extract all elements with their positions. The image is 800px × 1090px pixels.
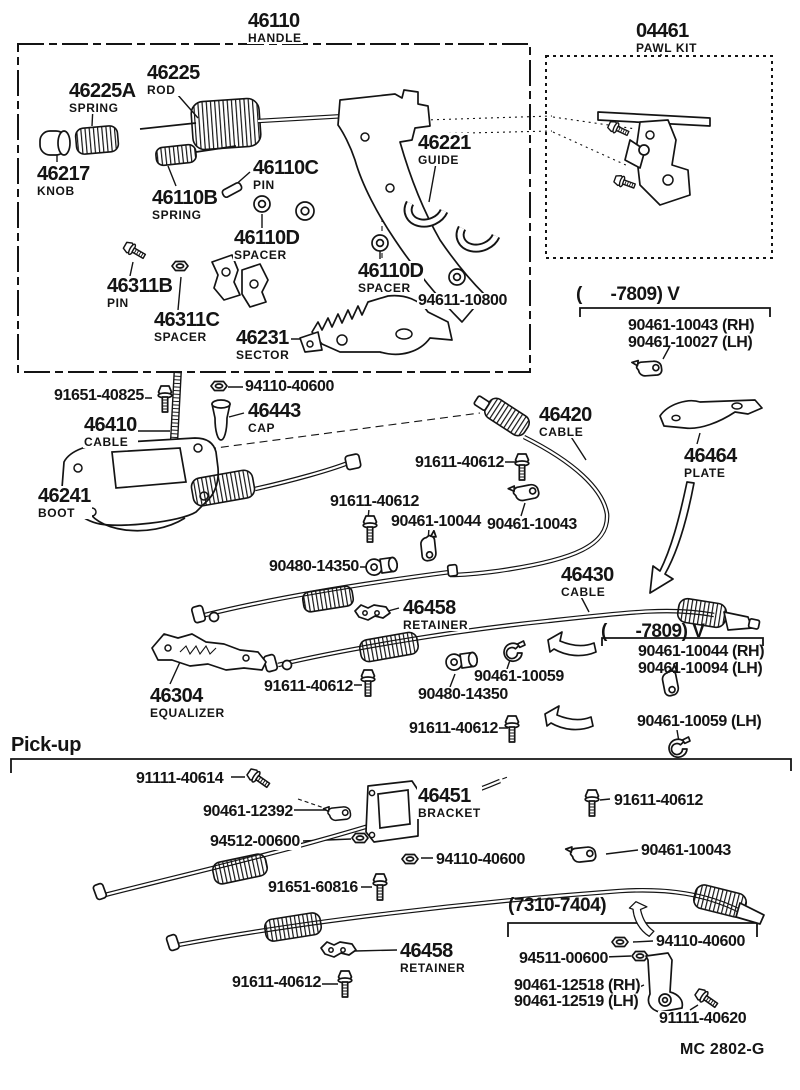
part-label-91611-40612 [408,721,499,737]
part-number: 90461-10043 [641,842,731,859]
part-name: SECTOR [236,348,290,362]
part-label-46458 [402,598,469,631]
part-number: 91111-40614 [136,770,224,787]
part-name: SPACER [234,248,287,262]
variant-part-number: 90461-10027 (LH) [628,333,753,351]
part-label-90461-10043 [486,517,578,533]
part-number: 46430 [561,564,614,586]
part-number: 94110-40600 [245,378,335,395]
part-label-46311C [153,310,220,343]
part-number: 46458 [400,940,453,962]
part-number: 46410 [84,414,137,436]
part-label-91111-40614 [135,771,224,787]
part-number: 46110C [253,157,319,179]
part-number: 94512-00600 [210,833,300,850]
part-name: PIN [107,296,129,310]
part-label-46110 [247,11,303,44]
part-label-90461-12518-RH [513,978,641,994]
part-number: 91611-40612 [614,792,704,809]
part-number: 90461-12392 [203,803,293,820]
part-label-94512-00600 [209,834,301,850]
part-number: 91651-40825 [54,387,144,404]
part-label-91651-60816 [267,880,359,896]
part-number: 04461 [636,20,689,42]
part-label-46430 [560,565,615,598]
part-number: 46110B [152,187,218,209]
part-number: 90461-10043 [487,516,577,533]
part-number: 94110-40600 [656,933,746,950]
part-name: SPACER [358,281,411,295]
part-name: HANDLE [248,31,302,45]
part-name: BOOT [38,506,76,520]
part-number: 90461-10059 [474,668,564,685]
part-number: 46443 [248,400,301,422]
variant-group-range: (7310-7404) [508,895,607,916]
variant-part-number: 90461-10043 (RH) [628,317,755,334]
part-label-46420 [538,405,593,438]
part-label-94110-40600 [435,852,526,868]
part-label-91611-40612 [263,679,354,695]
part-number: 46231 [236,327,289,349]
part-number: 94611-10800 [418,292,508,309]
variant-group-range: ( -7809) V [601,621,705,642]
part-number: 91651-60816 [268,879,358,896]
part-number: 46225 [147,62,200,84]
part-number: 46225A [69,80,136,102]
part-label-46221 [417,133,472,166]
part-label-91611-40612 [329,494,420,510]
variant-group [601,622,764,677]
part-label-46464 [683,446,738,479]
part-number: 90461-10059 (LH) [637,713,762,730]
part-label-90461-12519-LH [513,994,639,1010]
part-name: CABLE [561,585,606,599]
part-number: 94110-40600 [436,851,526,868]
part-name: CABLE [539,425,584,439]
part-number: 90461-12518 (RH) [514,977,641,994]
part-label-91611-40612 [231,975,322,991]
part-name: RETAINER [403,618,469,632]
part-label-94110-40600 [244,379,335,395]
part-label-91111-40620 [658,1011,747,1027]
part-label-46110C [252,158,319,191]
part-label-90480-14350 [417,687,509,703]
part-name: RETAINER [400,961,466,975]
part-number: 91611-40612 [232,974,322,991]
variant-part-number: 90461-10094 (LH) [638,659,763,677]
part-label-90461-10043 [640,843,732,859]
variant-group [508,896,606,915]
variant-group [576,285,754,351]
part-label-94110-40600 [655,934,746,950]
part-label-46241 [37,486,92,519]
part-number: 46304 [150,685,203,707]
part-label-46110B [151,188,218,221]
part-label-04461 [635,21,698,54]
part-name: BRACKET [418,806,481,820]
part-number: 46464 [684,445,737,467]
part-label-91611-40612 [613,793,704,809]
part-label-91651-40825 [53,388,145,404]
part-label-46311B [106,276,173,309]
part-name: SPRING [69,101,119,115]
part-label-90461-12392 [202,804,294,820]
part-name: CABLE [84,435,129,449]
part-number: 90480-14350 [269,558,359,575]
part-label-90461-10044 [390,514,482,530]
part-number: 91611-40612 [409,720,499,737]
part-name: KNOB [37,184,75,198]
part-number: 46110D [234,227,300,249]
part-label-46225A [68,81,136,114]
part-label-46231 [235,328,290,361]
part-number: 46221 [418,132,471,154]
part-label-46225 [146,63,201,96]
part-number: 46451 [418,785,471,807]
part-label-94511-00600 [518,951,609,967]
part-label-46304 [149,686,226,719]
part-label-46110D [233,228,300,261]
part-number: 90480-14350 [418,686,508,703]
part-number: 46311B [107,275,173,297]
part-name: ROD [147,83,176,97]
part-label-90461-10059-LH [636,714,762,730]
part-number: 91611-40612 [330,493,420,510]
part-name: PLATE [684,466,726,480]
part-label-46217 [36,164,91,197]
part-label-46451 [417,786,482,819]
part-number: 91111-40620 [659,1010,747,1027]
variant-group-range: ( -7809) V [576,284,680,305]
part-name: CAP [248,421,276,435]
part-label-46410 [83,415,138,448]
part-name: PAWL KIT [636,41,698,55]
part-name: SPACER [154,330,207,344]
part-name: EQUALIZER [150,706,225,720]
part-label-91611-40612 [414,455,505,471]
part-number: 46110D [358,260,424,282]
part-number: 46110 [248,10,300,32]
variant-part-number: 90461-10044 (RH) [638,643,765,660]
doc-code: MC 2802-G [680,1041,765,1058]
part-number: 91611-40612 [264,678,354,695]
part-number: 46311C [154,309,220,331]
part-label-46458 [399,941,466,974]
part-number: 46420 [539,404,592,426]
part-name: GUIDE [418,153,460,167]
part-number: 91611-40612 [415,454,505,471]
part-label-46443 [247,401,302,434]
part-number: 90461-10044 [391,513,481,530]
part-label-90480-14350 [268,559,360,575]
part-label-46110D [357,261,424,294]
part-number: 46241 [38,485,91,507]
part-name: SPRING [152,208,202,222]
part-label-90461-10059 [473,669,565,685]
section-label-pickup: Pick-up [11,734,82,756]
part-label-94611-10800 [417,293,508,309]
part-number: 94511-00600 [519,950,609,967]
part-number: 46458 [403,597,456,619]
part-number: 46217 [37,163,90,185]
part-name: PIN [253,178,275,192]
part-number: 90461-12519 (LH) [514,993,639,1010]
